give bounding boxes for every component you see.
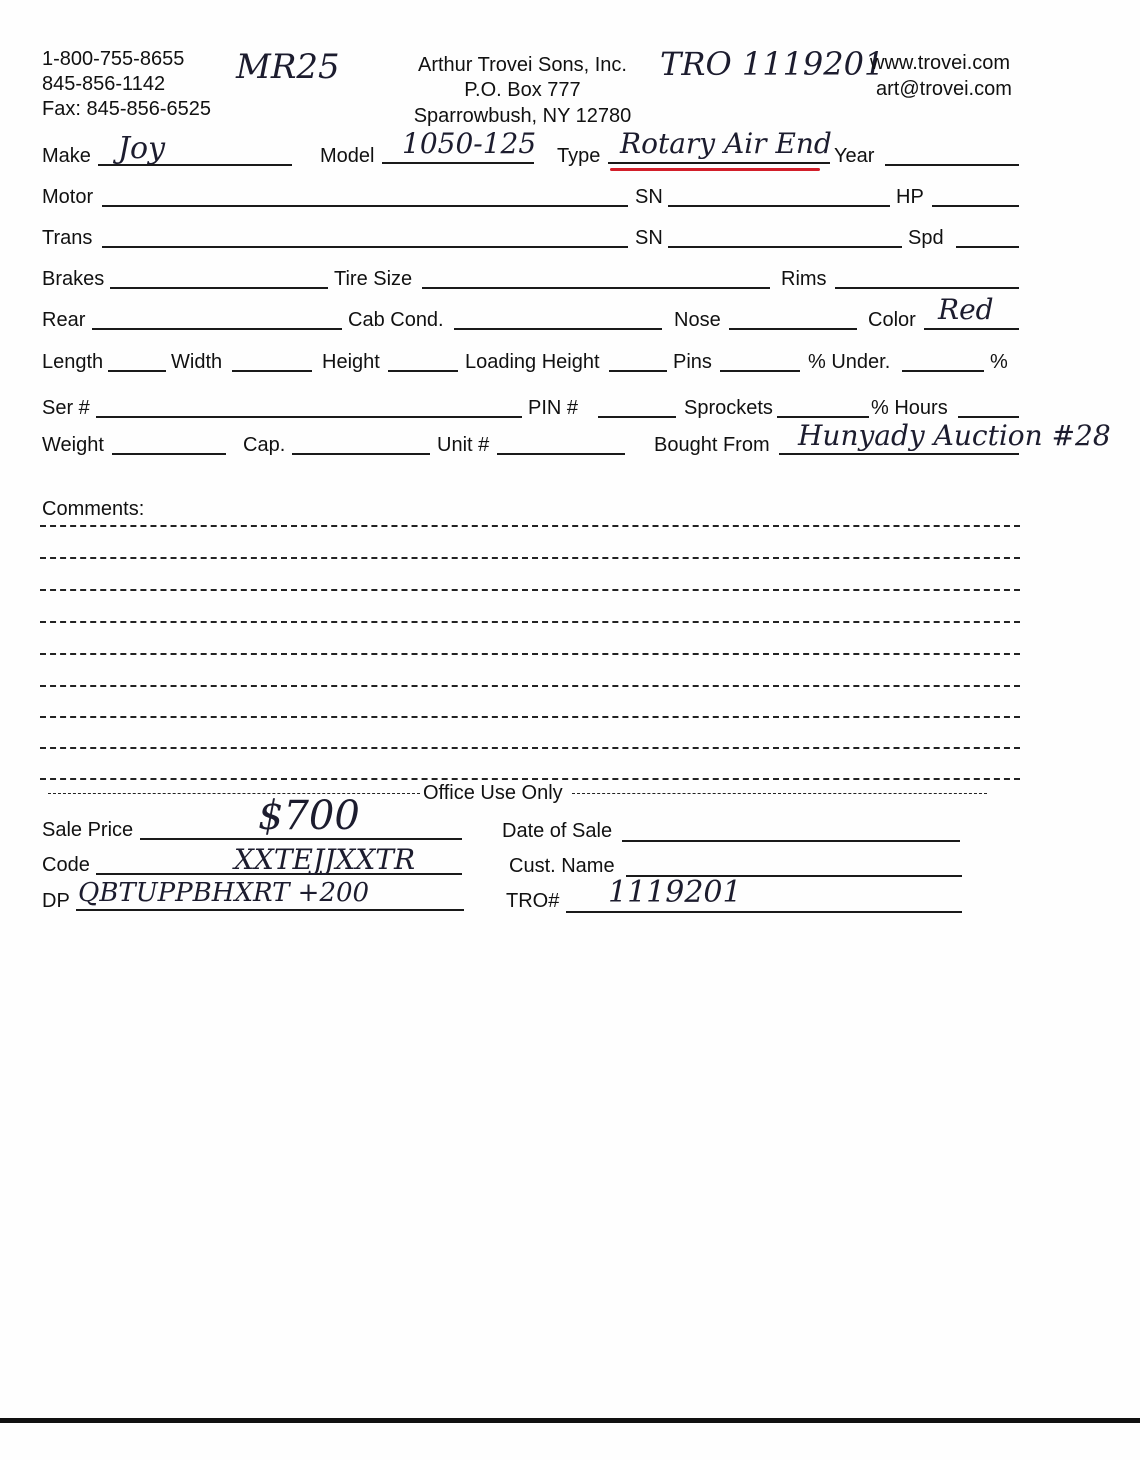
pct-under-line xyxy=(902,370,984,372)
hp-label: HP xyxy=(896,186,924,208)
pct-hours-line xyxy=(958,416,1019,418)
office-divider-left xyxy=(48,793,420,794)
tire-size-label: Tire Size xyxy=(334,268,413,290)
cab-cond-line xyxy=(454,328,662,330)
nose-label: Nose xyxy=(674,309,721,331)
pin-line xyxy=(598,416,676,418)
bought-from-label: Bought From xyxy=(654,434,770,456)
cust-name-label: Cust. Name xyxy=(509,855,615,877)
sale-price-value[interactable]: $700 xyxy=(258,793,360,839)
length-label: Length xyxy=(42,351,104,373)
pct-hours-label: % Hours xyxy=(871,397,948,419)
weight-line xyxy=(112,453,226,455)
spd-line xyxy=(956,246,1019,248)
comment-line-5[interactable] xyxy=(40,653,1020,655)
website: www.trovei.com xyxy=(870,52,1011,74)
unit-line xyxy=(497,453,625,455)
motor-sn-line xyxy=(668,205,890,207)
sale-price-label: Sale Price xyxy=(42,819,134,841)
year-line xyxy=(885,164,1019,166)
comment-line-1[interactable] xyxy=(40,525,1020,527)
dp-label: DP xyxy=(42,890,70,912)
color-value[interactable]: Red xyxy=(938,293,994,326)
loading-height-label: Loading Height xyxy=(465,351,600,373)
sprockets-line xyxy=(777,416,869,418)
rims-label: Rims xyxy=(781,268,827,290)
rims-line xyxy=(835,287,1019,289)
tro-line xyxy=(566,911,962,913)
pct-sign: % xyxy=(990,351,1008,373)
fax-number: Fax: 845-856-6525 xyxy=(42,98,212,120)
trans-line xyxy=(102,246,628,248)
date-of-sale-label: Date of Sale xyxy=(502,820,613,842)
weight-label: Weight xyxy=(42,434,104,456)
pct-under-label: % Under. xyxy=(808,351,891,373)
cap-label: Cap. xyxy=(243,434,286,456)
motor-line xyxy=(102,205,628,207)
comment-line-9[interactable] xyxy=(40,778,1020,780)
pin-label: PIN # xyxy=(528,397,579,419)
type-value[interactable]: Rotary Air End xyxy=(620,127,832,160)
rear-line xyxy=(92,328,342,330)
handwritten-tro-number: TRO 1119201 xyxy=(660,45,885,83)
rear-label: Rear xyxy=(42,309,86,331)
company-city: Sparrowbush, NY 12780 xyxy=(413,105,632,127)
date-of-sale-line xyxy=(622,840,960,842)
company-name: Arthur Trovei Sons, Inc. xyxy=(418,54,627,76)
width-label: Width xyxy=(171,351,223,373)
trans-sn-line xyxy=(668,246,902,248)
code-value[interactable]: XXTEJJXXTR xyxy=(234,843,416,876)
height-label: Height xyxy=(322,351,380,373)
type-line xyxy=(608,162,830,164)
make-label: Make xyxy=(42,145,91,167)
scan-bottom-edge xyxy=(0,1418,1140,1423)
trans-label: Trans xyxy=(42,227,93,249)
type-label: Type xyxy=(557,145,601,167)
tro-value[interactable]: 1119201 xyxy=(608,875,742,910)
model-value[interactable]: 1050-125 xyxy=(402,127,537,160)
office-use-label: Office Use Only xyxy=(423,782,563,804)
comment-line-2[interactable] xyxy=(40,557,1020,559)
cab-cond-label: Cab Cond. xyxy=(348,309,444,331)
comment-line-3[interactable] xyxy=(40,589,1020,591)
model-line xyxy=(382,162,534,164)
model-label: Model xyxy=(320,145,375,167)
hp-line xyxy=(932,205,1019,207)
cap-line xyxy=(292,453,430,455)
ser-line xyxy=(96,416,522,418)
make-value[interactable]: Joy xyxy=(118,131,166,166)
pins-line xyxy=(720,370,800,372)
handwritten-mr-code: MR25 xyxy=(236,47,340,87)
phone-1: 1-800-755-8655 xyxy=(42,48,185,70)
spd-label: Spd xyxy=(908,227,944,249)
code-label: Code xyxy=(42,854,90,876)
width-line xyxy=(232,370,312,372)
unit-label: Unit # xyxy=(437,434,490,456)
email: art@trovei.com xyxy=(876,78,1012,100)
bought-from-line xyxy=(779,453,1019,455)
phone-2: 845-856-1142 xyxy=(42,73,166,95)
length-line xyxy=(108,370,166,372)
height-line xyxy=(388,370,458,372)
comment-line-8[interactable] xyxy=(40,747,1020,749)
office-divider-right xyxy=(572,793,987,794)
ser-label: Ser # xyxy=(42,397,90,419)
motor-sn-label: SN xyxy=(635,186,663,208)
pins-label: Pins xyxy=(673,351,712,373)
brakes-line xyxy=(110,287,328,289)
trans-sn-label: SN xyxy=(635,227,663,249)
color-label: Color xyxy=(868,309,916,331)
comment-line-4[interactable] xyxy=(40,621,1020,623)
po-box: P.O. Box 777 xyxy=(464,79,581,101)
bought-from-value[interactable]: Hunyady Auction #28 xyxy=(798,419,1111,452)
loading-height-line xyxy=(609,370,667,372)
comments-label: Comments: xyxy=(42,498,145,520)
comment-line-7[interactable] xyxy=(40,716,1020,718)
comment-line-6[interactable] xyxy=(40,685,1020,687)
type-red-underline xyxy=(610,168,820,171)
color-line xyxy=(924,328,1019,330)
dp-line xyxy=(76,909,464,911)
tro-label: TRO# xyxy=(506,890,560,912)
dp-value[interactable]: QBTUPPBHXRT +200 xyxy=(78,878,370,908)
nose-line xyxy=(729,328,857,330)
tire-size-line xyxy=(422,287,770,289)
sprockets-label: Sprockets xyxy=(684,397,773,419)
year-label: Year xyxy=(834,145,875,167)
motor-label: Motor xyxy=(42,186,94,208)
brakes-label: Brakes xyxy=(42,268,105,290)
